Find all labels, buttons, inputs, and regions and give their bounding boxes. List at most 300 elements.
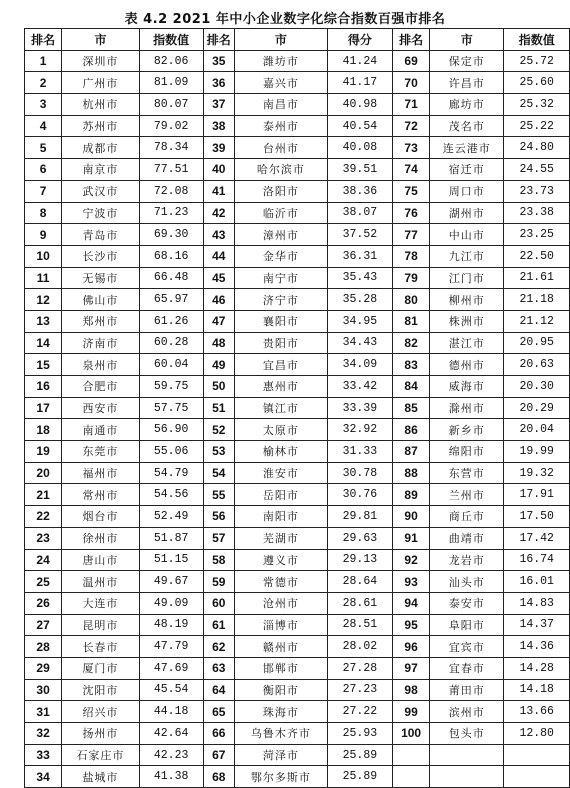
rank-cell: 68 <box>203 766 235 788</box>
city-cell: 滁州市 <box>430 397 504 419</box>
city-cell: 滨州市 <box>430 701 504 723</box>
value-cell: 71.23 <box>139 202 203 224</box>
table-row <box>25 679 570 701</box>
city-cell: 长春市 <box>62 636 139 658</box>
rank-cell: 62 <box>203 636 235 658</box>
rank-cell: 42 <box>203 202 235 224</box>
rank-cell: 76 <box>392 202 429 224</box>
table-row <box>25 94 570 116</box>
rank-cell: 69 <box>392 50 429 72</box>
column-header: 指数值 <box>504 29 570 51</box>
rank-cell: 98 <box>392 679 429 701</box>
value-cell: 42.23 <box>139 744 203 766</box>
city-cell: 盐城市 <box>62 766 139 788</box>
value-cell: 13.66 <box>504 701 570 723</box>
value-cell: 34.09 <box>327 354 392 376</box>
value-cell: 52.49 <box>139 506 203 528</box>
value-cell: 20.04 <box>504 419 570 441</box>
rank-cell: 91 <box>392 527 429 549</box>
value-cell: 30.76 <box>327 484 392 506</box>
table-row <box>25 527 570 549</box>
value-cell: 57.75 <box>139 397 203 419</box>
table-row <box>25 310 570 332</box>
value-cell: 29.81 <box>327 506 392 528</box>
rank-cell: 17 <box>25 397 62 419</box>
value-cell: 33.42 <box>327 376 392 398</box>
city-cell: 成都市 <box>62 137 139 159</box>
value-cell: 82.06 <box>139 50 203 72</box>
city-cell: 衡阳市 <box>235 679 328 701</box>
city-cell <box>430 766 504 788</box>
value-cell: 79.02 <box>139 115 203 137</box>
city-cell: 无锡市 <box>62 267 139 289</box>
city-cell: 包头市 <box>430 723 504 745</box>
value-cell: 19.32 <box>504 462 570 484</box>
value-cell: 34.95 <box>327 310 392 332</box>
city-cell: 赣州市 <box>235 636 328 658</box>
city-cell: 昆明市 <box>62 614 139 636</box>
table-row <box>25 419 570 441</box>
value-cell: 54.56 <box>139 484 203 506</box>
city-cell: 唐山市 <box>62 549 139 571</box>
city-cell: 湛江市 <box>430 332 504 354</box>
city-cell: 徐州市 <box>62 527 139 549</box>
table-row <box>25 506 570 528</box>
value-cell: 12.80 <box>504 723 570 745</box>
rank-cell: 19 <box>25 441 62 463</box>
value-cell: 28.51 <box>327 614 392 636</box>
value-cell: 14.37 <box>504 614 570 636</box>
rank-cell: 37 <box>203 94 235 116</box>
city-cell: 台州市 <box>235 137 328 159</box>
city-cell: 常州市 <box>62 484 139 506</box>
city-cell: 株洲市 <box>430 310 504 332</box>
value-cell: 40.08 <box>327 137 392 159</box>
city-cell: 金华市 <box>235 245 328 267</box>
rank-cell: 5 <box>25 137 62 159</box>
value-cell: 25.89 <box>327 744 392 766</box>
city-cell: 苏州市 <box>62 115 139 137</box>
value-cell: 23.38 <box>504 202 570 224</box>
table-row <box>25 744 570 766</box>
city-cell: 乌鲁木齐市 <box>235 723 328 745</box>
rank-cell: 28 <box>25 636 62 658</box>
rank-cell: 12 <box>25 289 62 311</box>
table-row <box>25 159 570 181</box>
value-cell: 68.16 <box>139 245 203 267</box>
table-row <box>25 202 570 224</box>
city-cell: 哈尔滨市 <box>235 159 328 181</box>
rank-cell: 83 <box>392 354 429 376</box>
value-cell: 20.30 <box>504 376 570 398</box>
city-cell: 宜宾市 <box>430 636 504 658</box>
value-cell: 22.50 <box>504 245 570 267</box>
value-cell <box>504 766 570 788</box>
city-cell: 临沂市 <box>235 202 328 224</box>
value-cell: 27.28 <box>327 657 392 679</box>
rank-cell: 24 <box>25 549 62 571</box>
column-header: 得分 <box>327 29 392 51</box>
value-cell: 60.28 <box>139 332 203 354</box>
city-cell: 柳州市 <box>430 289 504 311</box>
value-cell: 21.61 <box>504 267 570 289</box>
city-cell: 邯郸市 <box>235 657 328 679</box>
rank-cell: 31 <box>25 701 62 723</box>
city-cell: 南昌市 <box>235 94 328 116</box>
city-cell: 常德市 <box>235 571 328 593</box>
rank-cell: 70 <box>392 72 429 94</box>
value-cell: 51.87 <box>139 527 203 549</box>
city-cell: 合肥市 <box>62 376 139 398</box>
rank-cell: 4 <box>25 115 62 137</box>
value-cell: 36.31 <box>327 245 392 267</box>
rank-cell: 9 <box>25 224 62 246</box>
column-header: 市 <box>62 29 139 51</box>
value-cell: 25.22 <box>504 115 570 137</box>
value-cell: 56.90 <box>139 419 203 441</box>
rank-cell: 13 <box>25 310 62 332</box>
column-header: 市 <box>235 29 328 51</box>
column-header: 排名 <box>392 29 429 51</box>
table-row <box>25 354 570 376</box>
city-cell: 泰州市 <box>235 115 328 137</box>
city-cell: 襄阳市 <box>235 310 328 332</box>
value-cell: 72.08 <box>139 180 203 202</box>
city-cell: 郑州市 <box>62 310 139 332</box>
value-cell: 20.95 <box>504 332 570 354</box>
table-row <box>25 397 570 419</box>
city-cell <box>430 744 504 766</box>
rank-cell: 86 <box>392 419 429 441</box>
city-cell: 宜昌市 <box>235 354 328 376</box>
rank-cell: 99 <box>392 701 429 723</box>
value-cell: 61.26 <box>139 310 203 332</box>
value-cell: 44.18 <box>139 701 203 723</box>
value-cell: 41.24 <box>327 50 392 72</box>
value-cell: 40.98 <box>327 94 392 116</box>
value-cell: 38.07 <box>327 202 392 224</box>
table-row <box>25 441 570 463</box>
value-cell: 35.43 <box>327 267 392 289</box>
city-cell: 沈阳市 <box>62 679 139 701</box>
value-cell: 30.78 <box>327 462 392 484</box>
value-cell: 69.30 <box>139 224 203 246</box>
city-cell: 嘉兴市 <box>235 72 328 94</box>
table-row <box>25 571 570 593</box>
value-cell: 25.32 <box>504 94 570 116</box>
rank-cell: 43 <box>203 224 235 246</box>
value-cell: 19.99 <box>504 441 570 463</box>
table-title: 表 4.2 2021 年中小企业数字化综合指数百强市排名 <box>124 12 446 27</box>
city-cell: 东营市 <box>430 462 504 484</box>
city-cell: 石家庄市 <box>62 744 139 766</box>
city-cell: 东莞市 <box>62 441 139 463</box>
city-cell: 莆田市 <box>430 679 504 701</box>
table-row <box>25 592 570 614</box>
city-cell: 鄂尔多斯市 <box>235 766 328 788</box>
city-cell: 德州市 <box>430 354 504 376</box>
city-cell: 菏泽市 <box>235 744 328 766</box>
value-cell: 54.79 <box>139 462 203 484</box>
value-cell: 49.67 <box>139 571 203 593</box>
value-cell: 25.89 <box>327 766 392 788</box>
value-cell: 23.73 <box>504 180 570 202</box>
city-cell: 佛山市 <box>62 289 139 311</box>
rank-cell: 97 <box>392 657 429 679</box>
city-cell: 厦门市 <box>62 657 139 679</box>
table-body <box>25 50 570 787</box>
value-cell: 25.72 <box>504 50 570 72</box>
column-header: 指数值 <box>139 29 203 51</box>
table-row <box>25 245 570 267</box>
rank-cell: 65 <box>203 701 235 723</box>
rank-cell: 2 <box>25 72 62 94</box>
rank-cell: 92 <box>392 549 429 571</box>
value-cell: 25.93 <box>327 723 392 745</box>
rank-cell: 88 <box>392 462 429 484</box>
rank-cell: 61 <box>203 614 235 636</box>
city-cell: 宁波市 <box>62 202 139 224</box>
rank-cell: 11 <box>25 267 62 289</box>
table-row <box>25 50 570 72</box>
table-row <box>25 376 570 398</box>
city-cell: 温州市 <box>62 571 139 593</box>
city-cell: 深圳市 <box>62 50 139 72</box>
value-cell: 35.28 <box>327 289 392 311</box>
rank-cell: 51 <box>203 397 235 419</box>
city-cell: 榆林市 <box>235 441 328 463</box>
value-cell: 17.42 <box>504 527 570 549</box>
rank-cell: 77 <box>392 224 429 246</box>
value-cell: 41.17 <box>327 72 392 94</box>
rank-cell: 48 <box>203 332 235 354</box>
rank-cell: 50 <box>203 376 235 398</box>
rank-cell: 44 <box>203 245 235 267</box>
value-cell: 55.06 <box>139 441 203 463</box>
rank-cell: 40 <box>203 159 235 181</box>
city-cell: 许昌市 <box>430 72 504 94</box>
rank-cell <box>392 744 429 766</box>
value-cell: 25.60 <box>504 72 570 94</box>
city-cell: 珠海市 <box>235 701 328 723</box>
city-cell: 惠州市 <box>235 376 328 398</box>
value-cell: 24.55 <box>504 159 570 181</box>
city-cell: 新乡市 <box>430 419 504 441</box>
value-cell: 59.75 <box>139 376 203 398</box>
rank-cell: 56 <box>203 506 235 528</box>
rank-cell: 100 <box>392 723 429 745</box>
value-cell: 14.36 <box>504 636 570 658</box>
rank-cell: 25 <box>25 571 62 593</box>
value-cell: 16.74 <box>504 549 570 571</box>
city-cell: 泰安市 <box>430 592 504 614</box>
rank-cell: 74 <box>392 159 429 181</box>
value-cell: 28.02 <box>327 636 392 658</box>
city-cell: 青岛市 <box>62 224 139 246</box>
value-cell: 39.51 <box>327 159 392 181</box>
rank-cell: 94 <box>392 592 429 614</box>
value-cell: 21.18 <box>504 289 570 311</box>
value-cell: 29.13 <box>327 549 392 571</box>
rank-cell: 7 <box>25 180 62 202</box>
rank-cell: 85 <box>392 397 429 419</box>
city-cell: 汕头市 <box>430 571 504 593</box>
city-cell: 商丘市 <box>430 506 504 528</box>
city-cell: 岳阳市 <box>235 484 328 506</box>
city-cell: 长沙市 <box>62 245 139 267</box>
value-cell: 31.33 <box>327 441 392 463</box>
rank-cell: 16 <box>25 376 62 398</box>
rank-cell: 53 <box>203 441 235 463</box>
city-cell: 扬州市 <box>62 723 139 745</box>
column-header: 排名 <box>25 29 62 51</box>
rank-cell: 57 <box>203 527 235 549</box>
rank-cell: 46 <box>203 289 235 311</box>
value-cell <box>504 744 570 766</box>
city-cell: 武汉市 <box>62 180 139 202</box>
city-ranking-table <box>24 28 570 788</box>
rank-cell: 93 <box>392 571 429 593</box>
city-cell: 九江市 <box>430 245 504 267</box>
rank-cell: 18 <box>25 419 62 441</box>
value-cell: 81.09 <box>139 72 203 94</box>
value-cell: 14.83 <box>504 592 570 614</box>
table-row <box>25 614 570 636</box>
rank-cell: 3 <box>25 94 62 116</box>
city-cell: 龙岩市 <box>430 549 504 571</box>
value-cell: 21.12 <box>504 310 570 332</box>
city-cell: 曲靖市 <box>430 527 504 549</box>
rank-cell: 59 <box>203 571 235 593</box>
value-cell: 33.39 <box>327 397 392 419</box>
city-cell: 杭州市 <box>62 94 139 116</box>
rank-cell: 71 <box>392 94 429 116</box>
rank-cell: 6 <box>25 159 62 181</box>
city-cell: 泉州市 <box>62 354 139 376</box>
value-cell: 32.92 <box>327 419 392 441</box>
table-row <box>25 636 570 658</box>
value-cell: 47.79 <box>139 636 203 658</box>
value-cell: 40.54 <box>327 115 392 137</box>
rank-cell: 66 <box>203 723 235 745</box>
rank-cell: 1 <box>25 50 62 72</box>
value-cell: 49.09 <box>139 592 203 614</box>
rank-cell: 41 <box>203 180 235 202</box>
rank-cell: 81 <box>392 310 429 332</box>
value-cell: 27.22 <box>327 701 392 723</box>
rank-cell: 33 <box>25 744 62 766</box>
rank-cell: 67 <box>203 744 235 766</box>
rank-cell: 45 <box>203 267 235 289</box>
rank-cell: 8 <box>25 202 62 224</box>
value-cell: 51.15 <box>139 549 203 571</box>
rank-cell: 82 <box>392 332 429 354</box>
value-cell: 28.64 <box>327 571 392 593</box>
city-cell: 洛阳市 <box>235 180 328 202</box>
value-cell: 66.48 <box>139 267 203 289</box>
city-cell: 南京市 <box>62 159 139 181</box>
rank-cell: 36 <box>203 72 235 94</box>
rank-cell: 20 <box>25 462 62 484</box>
rank-cell: 39 <box>203 137 235 159</box>
column-header: 排名 <box>203 29 235 51</box>
value-cell: 16.01 <box>504 571 570 593</box>
value-cell: 37.52 <box>327 224 392 246</box>
city-cell: 漳州市 <box>235 224 328 246</box>
rank-cell <box>392 766 429 788</box>
city-cell: 贵阳市 <box>235 332 328 354</box>
value-cell: 29.63 <box>327 527 392 549</box>
city-cell: 烟台市 <box>62 506 139 528</box>
table-row <box>25 766 570 788</box>
table-row <box>25 462 570 484</box>
rank-cell: 79 <box>392 267 429 289</box>
rank-cell: 27 <box>25 614 62 636</box>
city-cell: 济南市 <box>62 332 139 354</box>
city-cell: 南宁市 <box>235 267 328 289</box>
value-cell: 23.25 <box>504 224 570 246</box>
rank-cell: 14 <box>25 332 62 354</box>
city-cell: 西安市 <box>62 397 139 419</box>
city-cell: 镇江市 <box>235 397 328 419</box>
city-cell: 绍兴市 <box>62 701 139 723</box>
table-row <box>25 115 570 137</box>
city-cell: 廊坊市 <box>430 94 504 116</box>
city-cell: 南阳市 <box>235 506 328 528</box>
value-cell: 77.51 <box>139 159 203 181</box>
value-cell: 17.50 <box>504 506 570 528</box>
rank-cell: 38 <box>203 115 235 137</box>
rank-cell: 29 <box>25 657 62 679</box>
city-cell: 宿迁市 <box>430 159 504 181</box>
rank-cell: 26 <box>25 592 62 614</box>
rank-cell: 78 <box>392 245 429 267</box>
value-cell: 38.36 <box>327 180 392 202</box>
value-cell: 34.43 <box>327 332 392 354</box>
city-cell: 连云港市 <box>430 137 504 159</box>
city-cell: 太原市 <box>235 419 328 441</box>
rank-cell: 75 <box>392 180 429 202</box>
value-cell: 28.61 <box>327 592 392 614</box>
city-cell: 广州市 <box>62 72 139 94</box>
table-row <box>25 332 570 354</box>
value-cell: 27.23 <box>327 679 392 701</box>
rank-cell: 60 <box>203 592 235 614</box>
rank-cell: 52 <box>203 419 235 441</box>
city-cell: 大连市 <box>62 592 139 614</box>
value-cell: 60.04 <box>139 354 203 376</box>
rank-cell: 58 <box>203 549 235 571</box>
rank-cell: 49 <box>203 354 235 376</box>
rank-cell: 21 <box>25 484 62 506</box>
rank-cell: 87 <box>392 441 429 463</box>
value-cell: 14.28 <box>504 657 570 679</box>
rank-cell: 34 <box>25 766 62 788</box>
city-cell: 潍坊市 <box>235 50 328 72</box>
city-cell: 湖州市 <box>430 202 504 224</box>
rank-cell: 55 <box>203 484 235 506</box>
value-cell: 17.91 <box>504 484 570 506</box>
table-row <box>25 549 570 571</box>
header-row <box>25 29 570 51</box>
table-row <box>25 72 570 94</box>
city-cell: 中山市 <box>430 224 504 246</box>
table-row <box>25 137 570 159</box>
city-cell: 芜湖市 <box>235 527 328 549</box>
value-cell: 42.64 <box>139 723 203 745</box>
city-cell: 淄博市 <box>235 614 328 636</box>
city-cell: 南通市 <box>62 419 139 441</box>
